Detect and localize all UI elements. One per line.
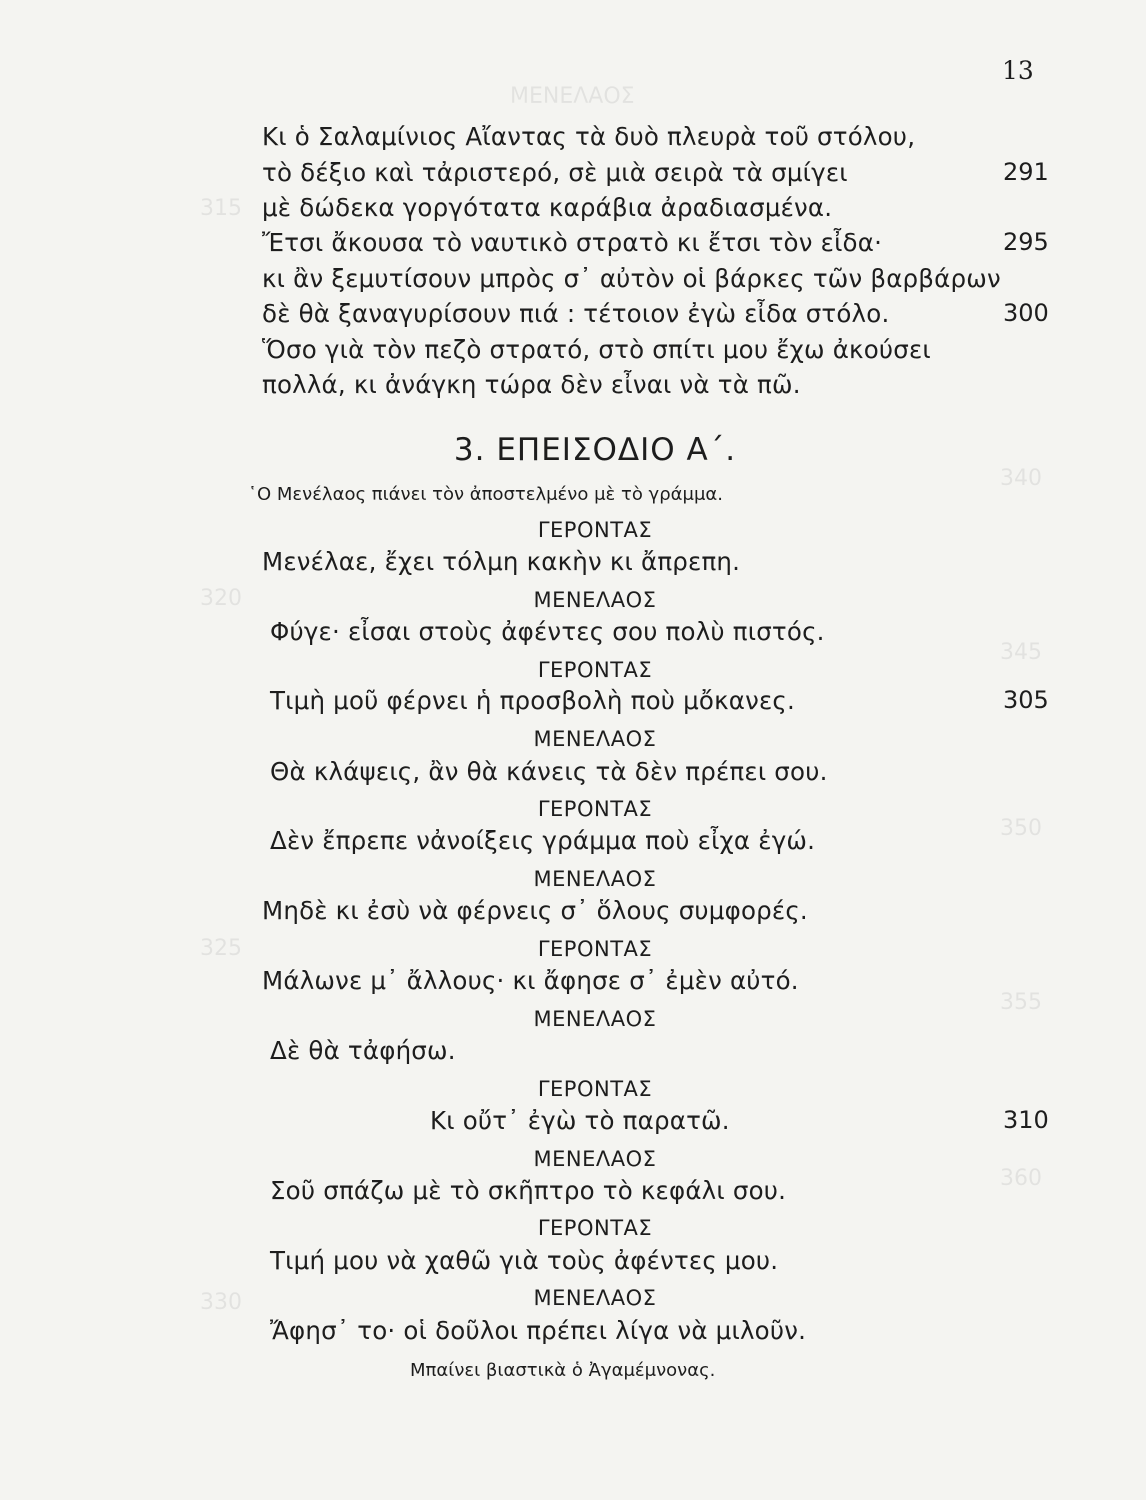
bleed-through-watermark: 330 [200,1290,242,1315]
verse-line: πολλά, κι ἀνάγκη τώρα δὲν εἶναι νὰ τὰ πῶ. [262,370,801,399]
dialogue-line: Τιμή μου νὰ χαθῶ γιὰ τοὺς ἀφέντες μου. [270,1246,779,1275]
speaker-label: ΜΕΝΕΛΑΟΣ [533,1007,657,1031]
line-number: 305 [1003,686,1049,714]
line-number: 300 [1003,299,1049,327]
dialogue-line: Δὲν ἔπρεπε νἀνοίξεις γράμμα ποὺ εἶχα ἐγώ. [270,826,816,855]
dialogue-line: Ἄφησ᾿ το· οἱ δοῦλοι πρέπει λίγα νὰ μιλοῦν. [270,1316,807,1345]
dialogue-line: Μενέλαε, ἔχει τόλμη κακὴν κι ἄπρεπη. [262,547,741,576]
dialogue-line: Δὲ θὰ τἀφήσω. [270,1036,456,1065]
bleed-through-watermark: 325 [200,936,242,961]
dialogue-line: Μηδὲ κι ἐσὺ νὰ φέρνεις σ᾿ ὅλους συμφορές. [262,896,808,925]
bleed-through-watermark: 350 [1000,816,1042,841]
verse-line: Κι ὁ Σαλαμίνιος Αἴαντας τὰ δυὸ πλευρὰ τοῦ στόλου, [262,122,916,151]
stage-direction: ῾Ο Μενέλαος πιάνει τὸν ἀποστελμένο μὲ τὸ γράμμα. [248,484,723,505]
verse-line: Ἔτσι ἄκουσα τὸ ναυτικὸ στρατὸ κι ἔτσι τὸν εἶδα· [262,228,883,257]
speaker-label: ΓΕΡΟΝΤΑΣ [537,797,653,821]
dialogue-line: Μάλωνε μ᾿ ἄλλους· κι ἄφησε σ᾿ ἐμὲν αὐτό. [262,966,799,995]
stage-direction: Μπαίνει βιαστικὰ ὁ Ἀγαμέμνονας. [410,1360,716,1381]
line-number: 291 [1003,158,1049,186]
speaker-label: ΓΕΡΟΝΤΑΣ [537,1216,653,1240]
bleed-through-watermark: 320 [200,586,242,611]
bleed-through-watermark: 340 [1000,466,1042,491]
verse-line: δὲ θὰ ξαναγυρίσουν πιά : τέτοιον ἐγὼ εἶδα στόλο. [262,299,890,328]
bleed-through-watermark: 345 [1000,640,1042,665]
speaker-label: ΓΕΡΟΝΤΑΣ [537,518,653,542]
dialogue-line: Κι οὔτ᾿ ἐγὼ τὸ παρατῶ. [430,1106,730,1135]
bleed-through-watermark: 360 [1000,1166,1042,1191]
section-heading: 3. ΕΠΕΙΣΟΔΙΟ Α΄. [453,432,737,468]
speaker-label: ΓΕΡΟΝΤΑΣ [537,658,653,682]
verse-line: Ὅσο γιὰ τὸν πεζὸ στρατό, στὸ σπίτι μου ἔχω ἀκούσει [262,335,931,364]
line-number: 310 [1003,1106,1049,1134]
bleed-through-watermark: 355 [1000,990,1042,1015]
verse-line: κι ἂν ξεμυτίσουν μπρὸς σ᾿ αὐτὸν οἱ βάρκες τῶν βαρβάρων [262,264,1001,293]
dialogue-line: Τιμὴ μοῦ φέρνει ἡ προσβολὴ ποὺ μὄκανες. [270,686,796,715]
speaker-label: ΜΕΝΕΛΑΟΣ [533,1147,657,1171]
dialogue-line: Σοῦ σπάζω μὲ τὸ σκῆπτρο τὸ κεφάλι σου. [270,1176,787,1205]
speaker-label: ΜΕΝΕΛΑΟΣ [533,727,657,751]
dialogue-line: Φύγε· εἶσαι στοὺς ἀφέντες σου πολὺ πιστός. [270,617,825,646]
speaker-label: ΜΕΝΕΛΑΟΣ [533,867,657,891]
speaker-label: ΓΕΡΟΝΤΑΣ [537,937,653,961]
page-number: 13 [1002,56,1034,85]
verse-line: μὲ δώδεκα γοργότατα καράβια ἀραδιασμένα. [262,193,833,222]
line-number: 295 [1003,228,1049,256]
speaker-label: ΜΕΝΕΛΑΟΣ [533,588,657,612]
speaker-label: ΜΕΝΕΛΑΟΣ [533,1286,657,1310]
speaker-label: ΓΕΡΟΝΤΑΣ [537,1077,653,1101]
verse-line: τὸ δέξιο καὶ τἀριστερό, σὲ μιὰ σειρὰ τὰ σμίγει [262,158,848,187]
bleed-through-watermark: 315 [200,196,242,221]
dialogue-line: Θὰ κλάψεις, ἂν θὰ κάνεις τὰ δὲν πρέπει σου. [270,757,828,786]
bleed-through-watermark: ΜΕΝΕΛΑΟΣ [510,84,635,109]
